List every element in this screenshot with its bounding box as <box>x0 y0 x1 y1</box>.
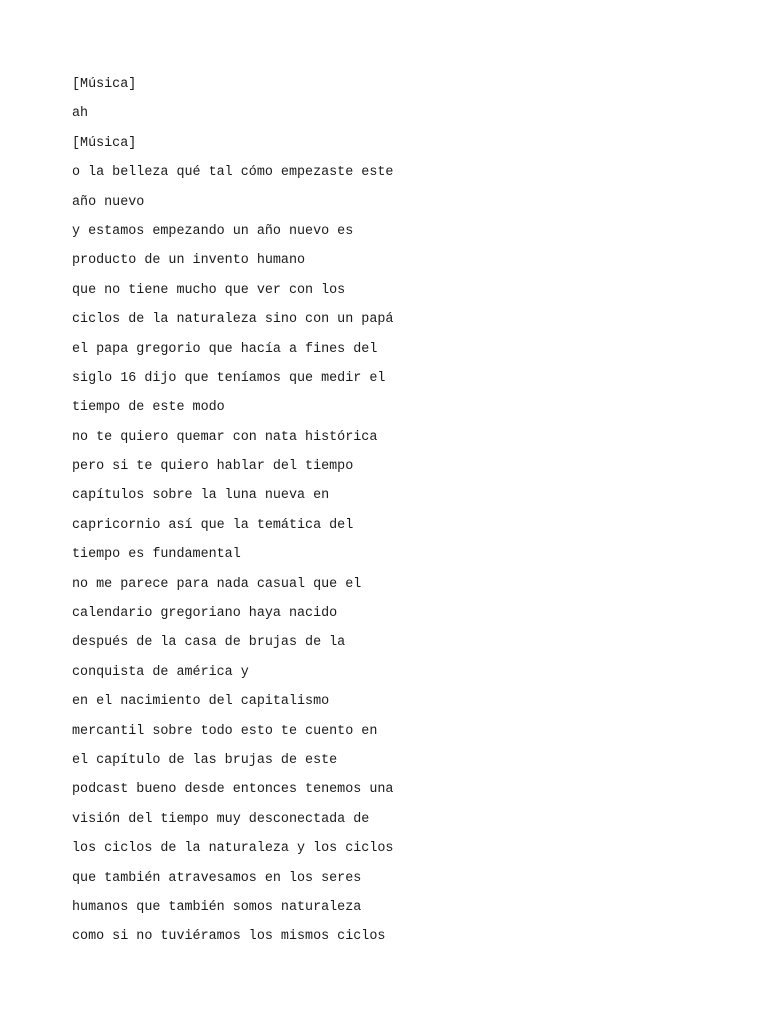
transcript-line: [Música] <box>72 77 137 92</box>
transcript-line: el capítulo de las brujas de este <box>72 752 338 768</box>
transcript-line: visión del tiempo muy desconectada de <box>72 811 370 827</box>
transcript-line: podcast bueno desde entonces tenemos una <box>72 782 394 798</box>
transcript-line: conquista de américa y <box>72 664 249 680</box>
transcript-line: capricornio así que la temática del <box>72 517 354 533</box>
transcript-line: calendario gregoriano haya nacido <box>72 606 338 622</box>
transcript-text <box>72 70 393 952</box>
transcript-line: ciclos de la naturaleza sino con un papá <box>72 312 394 328</box>
transcript-line: tiempo de este modo <box>72 400 225 416</box>
transcript-line: los ciclos de la naturaleza y los ciclos <box>72 841 394 857</box>
transcript-line: siglo 16 dijo que teníamos que medir el <box>72 370 386 386</box>
transcript-line: después de la casa de brujas de la <box>72 635 346 651</box>
transcript-line: tiempo es fundamental <box>72 547 241 563</box>
transcript-line: año nuevo <box>72 194 145 210</box>
transcript-line: en el nacimiento del capitalismo <box>72 694 330 710</box>
transcript-line: el papa gregorio que hacía a fines del <box>72 341 378 357</box>
transcript-line: que también atravesamos en los seres <box>72 870 362 886</box>
transcript-line: capítulos sobre la luna nueva en <box>72 488 330 504</box>
transcript-line: como si no tuviéramos los mismos ciclos <box>72 929 386 945</box>
transcript-line: humanos que también somos naturaleza <box>72 899 362 915</box>
transcript-line: mercantil sobre todo esto te cuento en <box>72 723 378 739</box>
transcript-line: [Música] <box>72 135 137 151</box>
transcript-line: o la belleza qué tal cómo empezaste este <box>72 165 394 181</box>
transcript-line: no te quiero quemar con nata histórica <box>72 429 378 445</box>
transcript-line: y estamos empezando un año nuevo es <box>72 223 354 239</box>
transcript-line: ah <box>72 106 89 122</box>
transcript-line: producto de un invento humano <box>72 253 306 269</box>
transcript-line: pero si te quiero hablar del tiempo <box>72 459 354 475</box>
transcript-line: que no tiene mucho que ver con los <box>72 282 346 298</box>
transcript-line: no me parece para nada casual que el <box>72 576 362 592</box>
